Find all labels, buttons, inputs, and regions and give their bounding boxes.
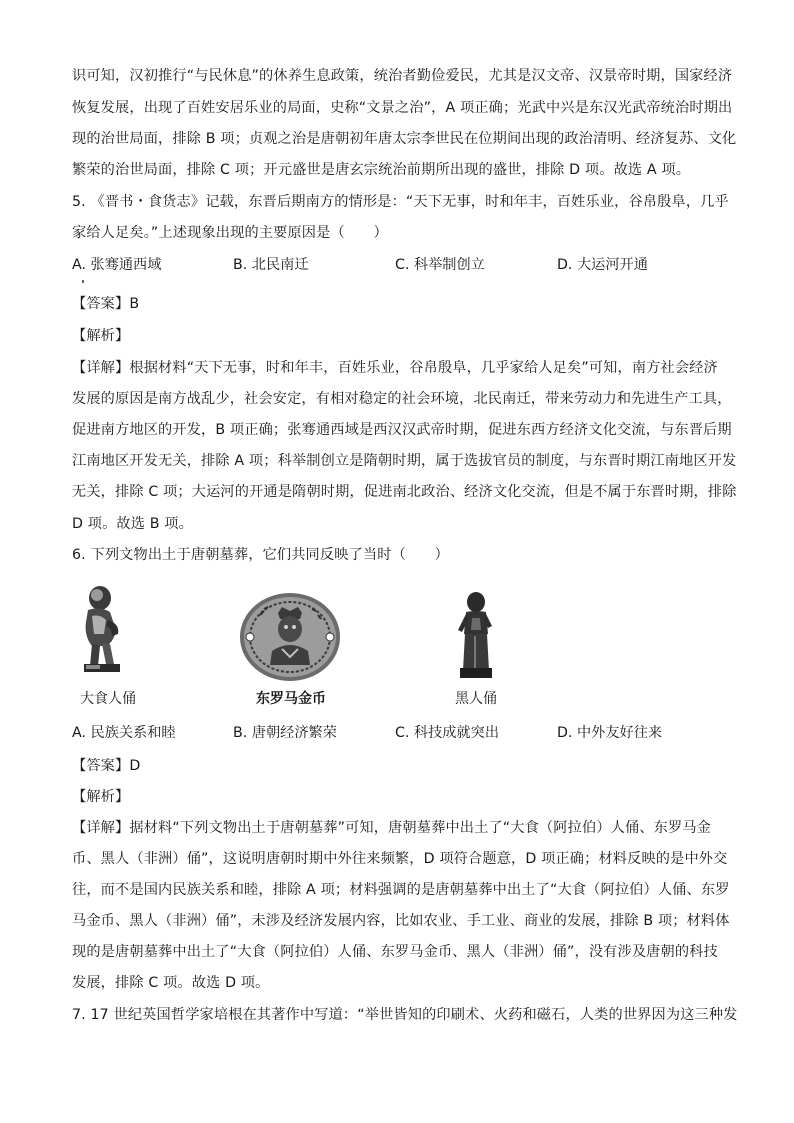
q5-option-b: B. 北民南迁 — [233, 257, 309, 273]
q5-detail-line: 江南地区开发无关，排除 A 项；科举制创立是隋朝时期，属于选拔官员的制度，与东晋时期江南地区开发 — [72, 453, 737, 469]
byzantine-coin-image — [238, 591, 342, 683]
q6-detail-line: 发展，排除 C 项。故选 D 项。 — [72, 975, 270, 991]
q5-detail-line: 发展的原因是南方战乱少，社会安定，有相对稳定的社会环境，北民南迁，带来劳动力和先进生产工具， — [72, 391, 732, 407]
q5-option-d: D. 大运河开通 — [557, 257, 648, 273]
q5-detail-line: D 项。故选 B 项。 — [72, 516, 193, 532]
intro-line: 识可知，汉初推行“与民休息”的休养生息政策，统治者勤俭爱民，尤其是汉文帝、汉景帝时期，国家经济 — [72, 68, 733, 84]
intro-line: 现的治世局面，排除 B 项；贞观之治是唐朝初年唐太宗李世民在位期间出现的政治清明、经济复苏、文化 — [72, 131, 737, 147]
q6-option-d: D. 中外友好往来 — [557, 725, 663, 741]
african-figurine-image — [448, 590, 504, 684]
q5-stem-line: 家给人足矣。”上述现象出现的主要原因是（ ） — [72, 225, 388, 241]
q6-detail-line: 现的是唐朝墓葬中出土了“大食（阿拉伯）人俑、东罗马金币、黑人（非洲）俑”，没有涉及唐朝的科技 — [72, 944, 718, 960]
african-figurine-caption: 黑人俑 — [455, 691, 497, 707]
intro-line: 繁荣的治世局面，排除 C 项；开元盛世是唐玄宗统治前期所出现的盛世，排除 D 项。故选 A 项。 — [72, 162, 691, 178]
intro-line: 恢复发展，出现了百姓安居乐业的局面，史称“文景之治”，A 项正确；光武中兴是东汉光武帝统治时期出 — [72, 100, 733, 116]
q6-detail-line: 币、黑人（非洲）俑”，这说明唐朝时期中外往来频繁，D 项符合题意，D 项正确；材料反映的是中外交 — [72, 851, 728, 867]
q6-analysis-label: 【解析】 — [72, 789, 130, 805]
scan-speck — [82, 280, 84, 283]
q5-detail-line: 【详解】根据材料“天下无事，时和年丰，百姓乐业，谷帛殷阜，几乎家给人足矣”可知，南方社会经济 — [72, 360, 718, 376]
q6-detail-line: 往，而不是国内民族关系和睦，排除 A 项；材料强调的是唐朝墓葬中出土了“大食（阿拉伯）人俑、东罗 — [72, 882, 730, 898]
q7-stem: 7. 17 世纪英国哲学家培根在其著作中写道：“举世皆知的印刷术、火药和磁石，人类的世界因为这三种发 — [72, 1007, 738, 1023]
q5-detail-line: 无关，排除 C 项；大运河的开通是隋朝时期，促进南北政治、经济文化交流，但是不属于东晋时期，排除 — [72, 484, 737, 500]
q6-option-c: C. 科技成就突出 — [395, 725, 500, 741]
coin-caption: 东罗马金币 — [256, 691, 326, 707]
q5-analysis-label: 【解析】 — [72, 328, 130, 344]
q5-option-c: C. 科举制创立 — [395, 257, 485, 273]
q6-detail-line: 马金币、黑人（非洲）俑”，未涉及经济发展内容，比如农业、手工业、商业的发展，排除 B 项；材料体 — [72, 913, 730, 929]
arab-figurine-image — [70, 582, 142, 680]
q5-stem-line: 5. 《晋书・食货志》记载，东晋后期南方的情形是：“天下无事，时和年丰，百姓乐业，谷帛殷阜，几乎 — [72, 194, 729, 210]
q6-option-b: B. 唐朝经济繁荣 — [233, 725, 337, 741]
arab-figurine-caption: 大食人俑 — [80, 691, 136, 707]
q6-stem: 6. 下列文物出土于唐朝墓葬，它们共同反映了当时（ ） — [72, 547, 449, 563]
q6-detail-line: 【详解】据材料“下列文物出土于唐朝墓葬”可知，唐朝墓葬中出土了“大食（阿拉伯）人俑、东罗马金 — [72, 820, 712, 836]
q5-option-a: A. 张骞通西域 — [72, 257, 162, 273]
q6-answer: 【答案】D — [72, 758, 141, 774]
q5-detail-line: 促进南方地区的开发，B 项正确；张骞通西域是西汉汉武帝时期，促进东西方经济文化交流，与东晋后期 — [72, 422, 732, 438]
q5-answer: 【答案】B — [72, 296, 140, 312]
q6-option-a: A. 民族关系和睦 — [72, 725, 176, 741]
